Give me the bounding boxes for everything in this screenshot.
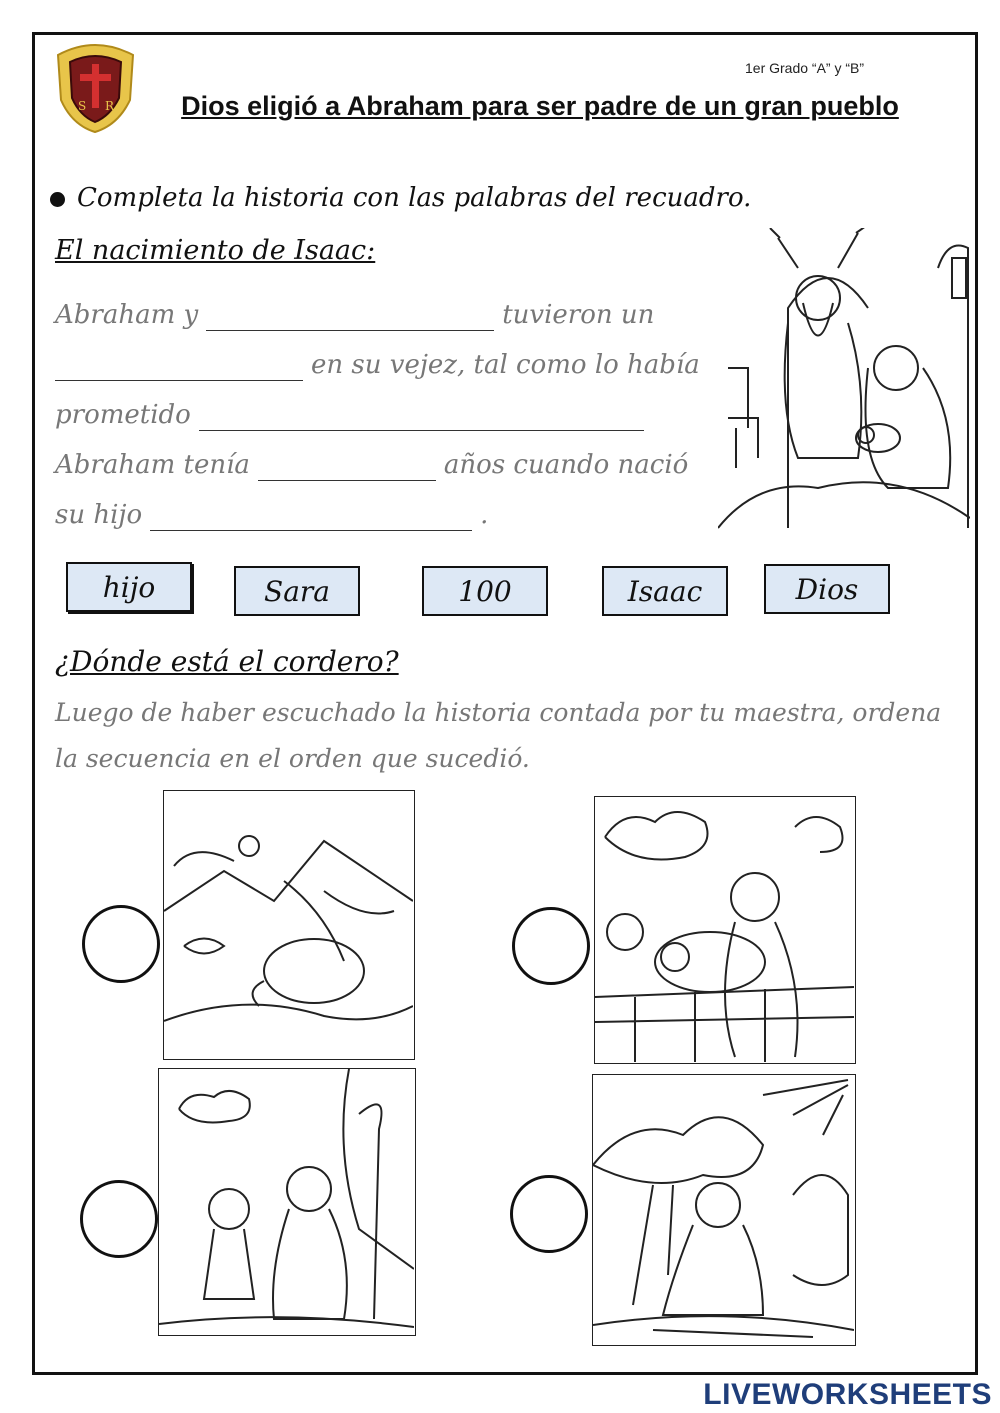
story-text: prometido — [55, 400, 191, 430]
blank-4[interactable] — [258, 450, 436, 481]
blank-2[interactable] — [55, 350, 303, 381]
story-line-2 — [55, 350, 700, 381]
blank-3[interactable] — [199, 400, 644, 431]
order-circle-3[interactable] — [80, 1180, 158, 1258]
blank-1[interactable] — [206, 300, 494, 331]
order-circle-2[interactable] — [512, 907, 590, 985]
svg-text:S: S — [78, 99, 87, 113]
story-text: . — [480, 500, 489, 530]
picture-abraham-praying — [592, 1074, 856, 1346]
blank-5[interactable] — [150, 500, 472, 531]
svg-text:R: R — [105, 99, 115, 113]
story-text: tuvieron un — [502, 300, 655, 330]
bullet-icon — [50, 192, 65, 207]
story-text: Abraham y — [55, 300, 199, 330]
story-text: su hijo — [55, 500, 143, 530]
word-chip-dios[interactable]: Dios — [764, 564, 890, 614]
word-chip-sara[interactable]: Sara — [234, 566, 360, 616]
story-line-4 — [55, 450, 688, 481]
brand-text: LIVEWORKSHEETS — [703, 1378, 992, 1411]
sequence-instruction-1: Luego de haber escuchado la historia contada por tu maestra, ordena — [55, 698, 942, 727]
story-subtitle: El nacimiento de Isaac: — [55, 235, 376, 266]
liveworksheets-logo — [703, 1378, 992, 1412]
instruction-text: Completa la historia con las palabras del recuadro. — [77, 183, 752, 213]
story-line-3 — [55, 400, 652, 431]
story-text: Abraham tenía — [55, 450, 250, 480]
story-text: en su vejez, tal como lo había — [311, 350, 700, 380]
word-chip-100[interactable]: 100 — [422, 566, 548, 616]
order-circle-1[interactable] — [82, 905, 160, 983]
story-text: años cuando nació — [443, 450, 689, 480]
word-chip-hijo[interactable]: hijo — [66, 562, 192, 612]
page-title: Dios eligió a Abraham para ser padre de un gran pueblo — [181, 91, 899, 121]
picture-ram-on-altar — [594, 796, 856, 1064]
sequence-instruction-2: la secuencia en el orden que sucedió. — [55, 744, 530, 773]
story-line-1 — [55, 300, 654, 331]
instruction — [50, 183, 751, 213]
word-chip-isaac[interactable]: Isaac — [602, 566, 728, 616]
grade-label: 1er Grado “A” y “B” — [745, 60, 865, 76]
picture-ram-in-bush — [163, 790, 415, 1060]
section-title: ¿Dónde está el cordero? — [55, 645, 399, 678]
order-circle-4[interactable] — [510, 1175, 588, 1253]
picture-abraham-and-isaac-walking — [158, 1068, 416, 1336]
abraham-sara-isaac-illustration — [718, 228, 970, 534]
school-crest-logo — [48, 40, 143, 135]
story-line-5 — [55, 500, 488, 531]
